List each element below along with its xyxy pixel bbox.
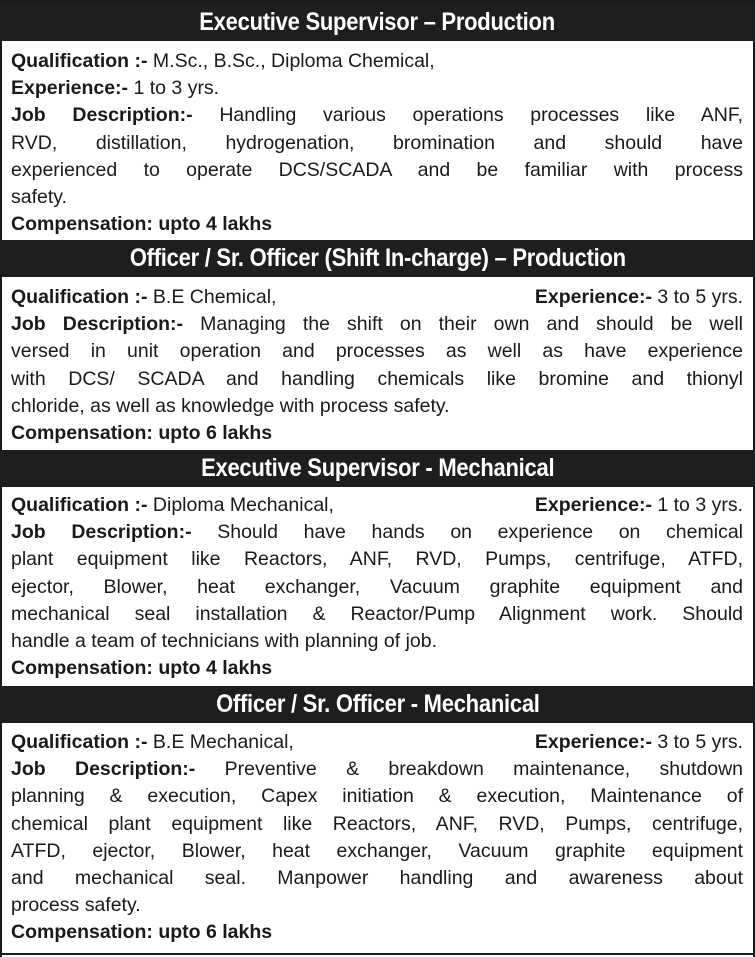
job-description-text: Should have hands on experience on chemical	[217, 521, 743, 544]
compensation-label: Compensation:	[11, 657, 153, 680]
experience-value: 3 to 5 yrs.	[657, 286, 743, 308]
experience-group	[535, 729, 743, 756]
job-title: Executive Supervisor - Mechanical	[200, 454, 555, 482]
job-description-line: planning & execution, Capex initiation & execution, Maintenance of	[11, 785, 743, 808]
qualification-label: Qualification :-	[11, 286, 148, 308]
compensation-value: upto 6 lakhs	[158, 421, 273, 444]
qualification-group	[11, 284, 276, 311]
job-description-line	[11, 519, 743, 546]
job-details	[11, 729, 743, 947]
job-description-label: Job Description:-	[11, 758, 196, 781]
job-description-line: chemical plant equipment like Reactors, ANF, RVD, Pumps, centrifuge,	[11, 812, 743, 835]
job-description-line	[11, 311, 743, 338]
qualification-experience-row	[11, 492, 743, 519]
compensation-value: upto 4 lakhs	[158, 657, 273, 680]
experience-group	[535, 284, 743, 311]
job-details	[11, 492, 743, 682]
qualification-group	[11, 492, 334, 519]
job-title: Officer / Sr. Officer (Shift In-charge) – Production	[129, 244, 626, 272]
job-title-header	[0, 240, 755, 277]
job-title-header	[0, 450, 755, 487]
experience-row	[11, 75, 743, 102]
job-description-line: versed in unit operation and processes as well as have experience	[11, 340, 743, 363]
compensation-value: upto 6 lakhs	[158, 921, 273, 944]
job-title-header	[0, 686, 755, 723]
compensation-row	[11, 919, 743, 946]
experience-label: Experience:-	[534, 494, 652, 516]
job-details	[11, 284, 743, 447]
experience-label: Experience:-	[11, 77, 129, 100]
job-description-line: ATFD, ejector, Blower, heat exchanger, Vacuum graphite equipment	[11, 839, 743, 862]
qualification-label: Qualification :-	[11, 494, 148, 516]
qualification-group	[11, 729, 294, 756]
job-description-line: safety.	[11, 185, 67, 208]
job-description-text: Handling various operations processes like ANF,	[219, 104, 743, 127]
job-details	[11, 48, 743, 238]
experience-value: 1 to 3 yrs.	[657, 494, 743, 516]
experience-label: Experience:-	[534, 731, 652, 753]
qualification-experience-row	[11, 284, 743, 311]
job-description-label: Job Description:-	[11, 104, 193, 127]
job-description-line: chloride, as well as knowledge with process safety.	[11, 394, 450, 417]
job-description-line: with DCS/ SCADA and handling chemicals like bromine and thionyl	[11, 367, 743, 390]
job-description-line	[11, 102, 743, 129]
job-description-line: process safety.	[11, 894, 141, 917]
qualification-row	[11, 48, 743, 75]
job-title: Officer / Sr. Officer - Mechanical	[215, 690, 540, 718]
experience-label: Experience:-	[534, 286, 652, 308]
job-description-line: mechanical seal installation & Reactor/Pump Alignment work. Should	[11, 602, 743, 625]
experience-value: 1 to 3 yrs.	[133, 77, 220, 100]
qualification-experience-row	[11, 729, 743, 756]
job-title: Executive Supervisor – Production	[199, 8, 556, 36]
qualification-label: Qualification :-	[11, 731, 148, 753]
qualification-value: B.E Mechanical,	[152, 731, 294, 753]
job-description-line: ejector, Blower, heat exchanger, Vacuum graphite equipment and	[11, 575, 743, 598]
job-title-header	[0, 4, 755, 41]
job-description-line: plant equipment like Reactors, ANF, RVD, Pumps, centrifuge, ATFD,	[11, 548, 743, 571]
compensation-label: Compensation:	[11, 921, 153, 944]
experience-group	[535, 492, 743, 519]
qualification-value: B.E Chemical,	[152, 286, 277, 308]
job-description-line	[11, 756, 743, 783]
job-description-label: Job Description:-	[11, 313, 184, 336]
qualification-value: M.Sc., B.Sc., Diploma Chemical,	[152, 50, 435, 72]
compensation-label: Compensation:	[11, 421, 153, 444]
qualification-value: Diploma Mechanical,	[152, 494, 334, 516]
job-description-line: handle a team of technicians with planning of job.	[11, 629, 438, 652]
job-description-line: and mechanical seal. Manpower handling and awareness about	[11, 866, 743, 889]
job-description-label: Job Description:-	[11, 521, 192, 544]
compensation-label: Compensation:	[11, 213, 153, 236]
compensation-value: upto 4 lakhs	[158, 213, 273, 236]
compensation-row	[11, 655, 743, 682]
job-description-line: experienced to operate DCS/SCADA and be familiar with process	[11, 158, 743, 181]
bottom-rule	[0, 953, 755, 955]
job-description-line: RVD, distillation, hydrogenation, bromination and should have	[11, 131, 743, 154]
compensation-row	[11, 420, 743, 447]
experience-value: 3 to 5 yrs.	[657, 731, 743, 753]
job-description-text: Preventive & breakdown maintenance, shutdown	[224, 758, 744, 781]
qualification-label: Qualification :-	[11, 50, 148, 72]
compensation-row	[11, 211, 743, 238]
job-description-text: Managing the shift on their own and should be well	[200, 313, 744, 336]
